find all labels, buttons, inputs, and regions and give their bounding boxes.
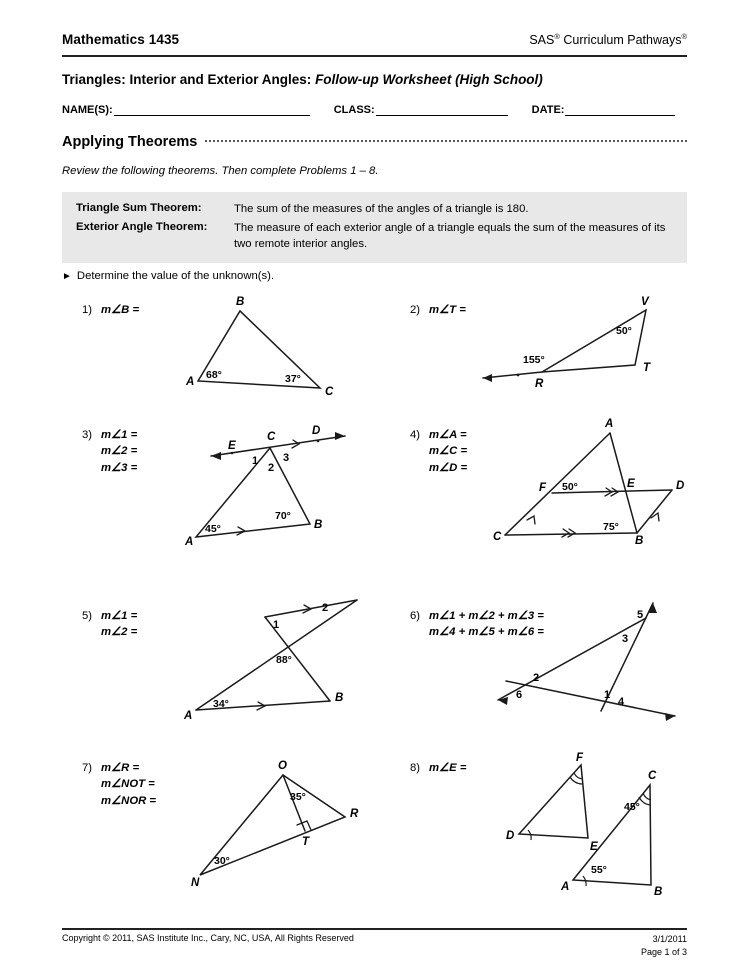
determine-text: Determine the value of the unknown(s).	[76, 270, 275, 282]
vertex-label-B: B	[335, 692, 344, 704]
vertex-label-B: B	[314, 519, 323, 531]
vertex-label-A: A	[561, 881, 570, 893]
class-label: CLASS:	[333, 104, 375, 116]
copyright-text: Copyright © 2011, SAS Institute Inc., Cary, NC, USA, All Rights Reserved	[62, 933, 354, 943]
vertex-label-C: C	[267, 431, 276, 443]
angle-label-5: 5	[637, 609, 644, 621]
page-title-italic: Follow-up Worksheet (High School)	[311, 72, 543, 87]
angle-label-6: 6	[516, 689, 523, 701]
registered-mark-icon-2: ®	[681, 32, 687, 41]
page-title-bold: Triangles: Interior and Exterior Angles:	[62, 72, 312, 87]
problem-6-line-1: m∠1 + m∠2 + m∠3 =	[429, 610, 544, 622]
problem-6-number: 6)	[410, 610, 421, 622]
date-label: DATE:	[531, 104, 565, 116]
angle-value-70: 70°	[275, 510, 291, 522]
triangle-bullet-icon: ►	[62, 271, 72, 282]
review-instruction: Review the following theorems. Then complete Problems 1 – 8.	[62, 165, 379, 177]
angle-label-1: 1	[252, 455, 259, 467]
problem-7-line-3: m∠NOR =	[101, 794, 157, 807]
angle-value-35: 35°	[290, 791, 306, 803]
section-title: Applying Theorems	[62, 134, 198, 150]
angle-label-2: 2	[533, 672, 540, 684]
theorem-name: Triangle Sum Theorem:	[76, 202, 202, 214]
angle-value-68: 68°	[206, 369, 222, 381]
vertex-label-B: B	[236, 296, 245, 308]
angle-label-4: 4	[618, 696, 625, 708]
vertex-label-D: D	[676, 480, 685, 492]
problem-8-line-1: m∠E =	[429, 762, 467, 774]
angle-value-45: 45°	[205, 523, 221, 535]
theorem-text: The sum of the measures of the angles of a triangle is 180.	[234, 203, 529, 215]
theorem-name: Exterior Angle Theorem:	[76, 221, 208, 234]
problem-6-line-2: m∠4 + m∠5 + m∠6 =	[429, 626, 544, 639]
vertex-label-F: F	[576, 752, 584, 764]
vertex-label-A: A	[186, 376, 195, 388]
problem-3-line-3: m∠3 =	[101, 461, 138, 474]
vertex-label-T: T	[643, 362, 651, 374]
vertex-label-B: B	[654, 886, 663, 898]
angle-label-2: 2	[322, 602, 329, 614]
vertex-label-N: N	[191, 877, 200, 889]
problem-1-number: 1)	[82, 304, 93, 316]
vertex-label-C: C	[325, 386, 334, 398]
problem-1-line-1: m∠B =	[101, 304, 140, 316]
vertex-label-T: T	[302, 836, 310, 848]
angle-value-50: 50°	[562, 481, 578, 493]
problem-5-line-1: m∠1 =	[101, 610, 138, 622]
problem-4-number: 4)	[410, 429, 421, 441]
angle-value-88: 88°	[276, 654, 292, 666]
problem-4-line-1: m∠A =	[429, 429, 467, 441]
problem-7-line-2: m∠NOT =	[101, 778, 155, 791]
angle-label-1: 1	[604, 689, 611, 701]
angle-value-37: 37°	[285, 373, 301, 385]
angle-value-55: 55°	[591, 864, 607, 876]
angle-label-3: 3	[283, 452, 290, 464]
problem-3-number: 3)	[82, 429, 93, 441]
vertex-label-V: V	[641, 296, 649, 308]
footer-page-number: Page 1 of 3	[640, 947, 687, 958]
vertex-label-D: D	[312, 425, 321, 437]
vertex-label-B: B	[635, 535, 644, 547]
problem-7-line-1: m∠R =	[101, 762, 140, 774]
angle-value-155: 155°	[523, 354, 545, 366]
course-title: Mathematics 1435	[62, 32, 180, 48]
footer-date: 3/1/2011	[652, 934, 687, 944]
vertex-label-R: R	[350, 808, 359, 820]
problem-3-line-1: m∠1 =	[101, 429, 138, 441]
name-label: NAME(S):	[62, 104, 113, 116]
angle-label-2: 2	[268, 462, 275, 474]
registered-mark-icon: ®	[554, 32, 560, 41]
vertex-label-R: R	[535, 378, 544, 390]
vertex-label-A: A	[185, 536, 194, 548]
vertex-label-E: E	[590, 841, 598, 853]
theorem-text: The measure of each exterior angle of a triangle equals the sum of the measures of its two remote interior angles.	[234, 222, 666, 250]
angle-label-1: 1	[273, 619, 280, 631]
brand-name: SAS	[529, 33, 555, 48]
problem-2-number: 2)	[410, 304, 421, 316]
problem-4-line-3: m∠D =	[429, 461, 468, 474]
angle-value-45: 45°	[624, 801, 640, 813]
vertex-label-D: D	[506, 830, 515, 842]
vertex-label-A: A	[605, 418, 614, 430]
problem-5-line-2: m∠2 =	[101, 626, 138, 639]
problem-7-number: 7)	[82, 762, 93, 774]
angle-value-50: 50°	[616, 325, 632, 337]
vertex-label-F: F	[539, 482, 547, 494]
footer-meta	[641, 933, 687, 959]
problem-5-number: 5)	[82, 610, 93, 622]
brand-suffix: Curriculum Pathways	[559, 33, 682, 48]
vertex-label-E: E	[627, 478, 635, 490]
angle-value-30: 30°	[214, 855, 230, 867]
problem-4-line-2: m∠C =	[429, 445, 468, 458]
problem-8-number: 8)	[410, 762, 421, 774]
problem-2-line-1: m∠T =	[429, 304, 466, 316]
problem-3-line-2: m∠2 =	[101, 445, 138, 458]
vertex-label-E: E	[228, 440, 236, 452]
vertex-label-O: O	[278, 760, 287, 772]
vertex-label-C: C	[493, 531, 502, 543]
vertex-label-C: C	[648, 770, 657, 782]
angle-value-34: 34°	[213, 698, 229, 710]
angle-label-3: 3	[622, 633, 629, 645]
angle-value-75: 75°	[603, 521, 619, 533]
vertex-label-A: A	[184, 710, 193, 722]
footer-rule	[62, 928, 687, 930]
